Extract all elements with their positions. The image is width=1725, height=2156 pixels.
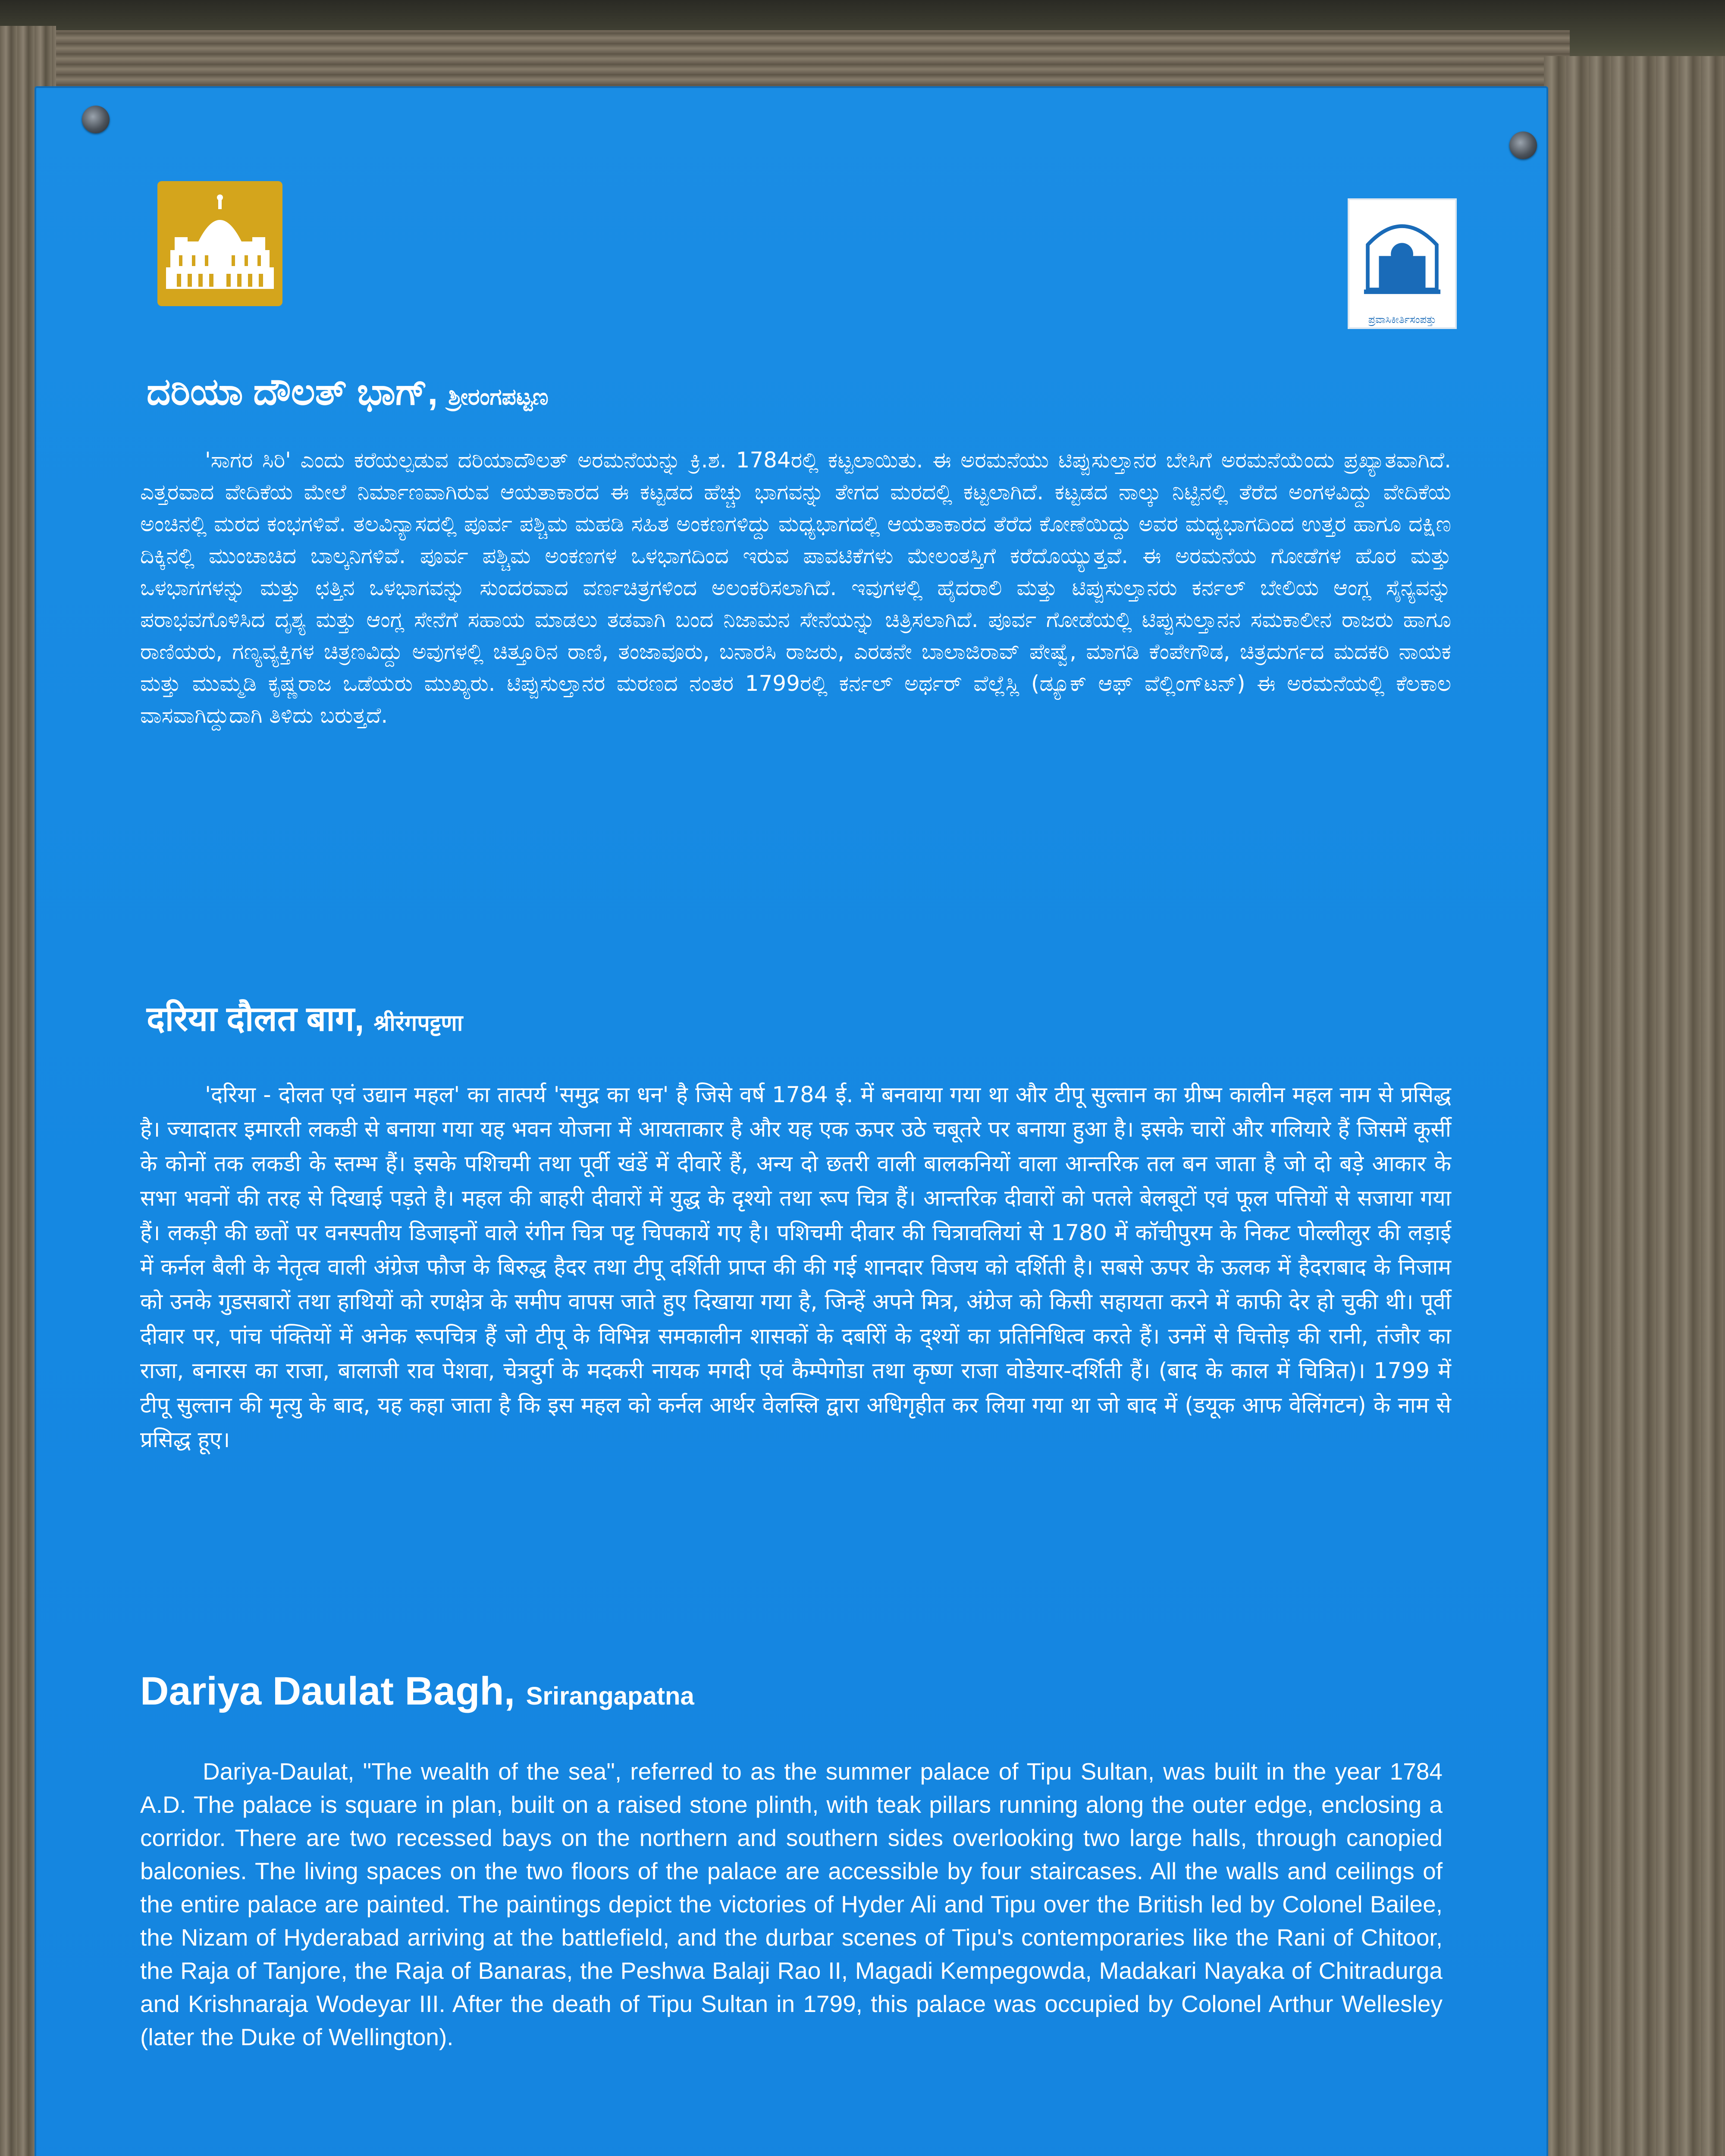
hindi-title-text: दरिया दौलत बाग,: [147, 1000, 364, 1038]
palace-logo-icon: [157, 181, 282, 306]
english-title: [140, 1669, 694, 1714]
hindi-title: [147, 994, 463, 1041]
kannada-title-text: ದರಿಯಾ ದೌಲತ್ ಭಾಗ್,: [147, 371, 438, 413]
bolt-top-left: [82, 106, 110, 133]
government-emblem-icon: [1348, 198, 1457, 329]
kannada-subtitle: ಶ್ರೀರಂಗಪಟ್ಟಣ: [448, 385, 549, 410]
wooden-frame-top: [52, 30, 1570, 95]
english-title-text: Dariya Daulat Bagh,: [140, 1669, 515, 1713]
english-subtitle: Srirangapatna: [526, 1682, 694, 1710]
hindi-paragraph: 'दरिया - दोलत एवं उद्यान महल' का तात्पर्य 'समुद्र का धन' है जिसे वर्ष 1784 ई. में बनवाया गया था और टीपू सुल्तान का ग्रीष्म कालीन महल नाम से प्रसिद्ध है। ज्यादातर इमारती लकडी से बनाया गया यह भवन योजना में आयताकार है और यह एक ऊपर उठे चबूतरे पर बनाया हुआ है। इसके चारों और गलियारे हैं जिसमें कूर्सी के कोनों तक लकडी के स्तम्भ हैं। इसके पशिचमी तथा पूर्वी खंडें में दीवारें हैं, अन्य दो छतरी वाली बालकनियों वाला आन्तरिक तल बन जाता है जो दो बड़े आकार के सभा भवनों की तरह से दिखाई पड़ते है। महल की बाहरी दीवारों में युद्ध के दृश्यो तथा रूप चित्र हैं। आन्तरिक दीवारों को पतले बेलबूटों एवं फूल पत्तियों से सजाया गया हैं। लकड़ी की छतों पर वनस्पतीय डिजाइनों वाले रंगीन चित्र पट्ट चिपकायें गए है। पशिचमी दीवार की चित्रावलियां से 1780 में कॉचीपुरम के निकट पोल्लीलुर की लड़ाई में कर्नल बैली के नेतृत्व वाली अंग्रेज फौज के बिरुद्ध हैदर तथा टीपू दर्शिती प्राप्त की की गई शानदार विजय को दर्शिती है। सबसे ऊपर के ऊलक में हैदराबाद के निजाम को उनके गुडसबारों तथा हाथियों को रणक्षेत्र के समीप वापस जाते हुए दिखाया गया है, जिन्हें अपने मित्र, अंग्रेज को किसी सहायता करने में काफी देर हो चुकी थी। पूर्वी दीवार पर, पांच पंक्तियों में अनेक रूपचित्र हैं जो टीपू के विभिन्न समकालीन शासकों के दबरिों के द्श्यों का प्रतिनिधित्व करते हैं। उनमें से चित्तोड़ की रानी, तंजौर का राजा, बनारस का राजा, बालाजी राव पेशवा, चेत्रदुर्ग के मदकरी नायक मगदी एवं कैम्पेगोडा तथा कृष्ण राजा वोडेयार-दर्शिती हैं। (बाद के काल में चित्रित)। 1799 में टीपू सुल्तान की मृत्यु के बाद, यह कहा जाता है कि इस महल को कर्नल आर्थर वेलस्लि द्वारा अधिगृहीत कर लिया गया था जो बाद में (डयूक आफ वेलिंगटन) के नाम से प्रसिद्ध हूए।: [140, 1082, 1451, 1453]
kannada-paragraph: 'ಸಾಗರ ಸಿರಿ' ಎಂದು ಕರೆಯಲ್ಪಡುವ ದರಿಯಾದೌಲತ್ ಅರಮನೆಯನ್ನು ಕ್ರಿ.ಶ. 1784ರಲ್ಲಿ ಕಟ್ಟಲಾಯಿತು. ಈ ಅರಮನೆಯು ಟಿಪ್ಪುಸುಲ್ತಾನರ ಬೇಸಿಗೆ ಅರಮನೆಯೆಂದು ಪ್ರಖ್ಯಾತವಾಗಿದೆ. ಎತ್ತರವಾದ ವೇದಿಕೆಯ ಮೇಲೆ ನಿರ್ಮಾಣವಾಗಿರುವ ಆಯತಾಕಾರದ ಈ ಕಟ್ಟಡದ ಹೆಚ್ಚು ಭಾಗವನ್ನು ತೇಗದ ಮರದಲ್ಲಿ ಕಟ್ಟಲಾಗಿದೆ. ಕಟ್ಟಡದ ನಾಲ್ಕು ನಿಟ್ಟಿನಲ್ಲಿ ತೆರೆದ ಅಂಗಳವಿದ್ದು ವೇದಿಕೆಯ ಅಂಚಿನಲ್ಲಿ ಮರದ ಕಂಭಗಳಿವೆ. ತಲವಿನ್ಯಾಸದಲ್ಲಿ ಪೂರ್ವ ಪಶ್ಚಿಮ ಮಹಡಿ ಸಹಿತ ಅಂಕಣಗಳಿದ್ದು ಮಧ್ಯಭಾಗದಲ್ಲಿ ಆಯತಾಕಾರದ ತೆರೆದ ಕೋಣೆಯಿದ್ದು ಅವರ ಮಧ್ಯಭಾಗದಿಂದ ಉತ್ತರ ಹಾಗೂ ದಕ್ಷಿಣ ದಿಕ್ಕಿನಲ್ಲಿ ಮುಂಚಾಚಿದ ಬಾಲ್ಕನಿಗಳಿವೆ. ಪೂರ್ವ ಪಶ್ಚಿಮ ಅಂಕಣಗಳ ಒಳಭಾಗದಿಂದ ಇರುವ ಪಾವಟಿಕೆಗಳು ಮೇಲಂತಸ್ತಿಗೆ ಕರೆದೊಯ್ಯುತ್ತವೆ. ಈ ಅರಮನೆಯ ಗೋಡೆಗಳ ಹೊರ ಮತ್ತು ಒಳಭಾಗಗಳನ್ನು ಮತ್ತು ಛತ್ತಿನ ಒಳಭಾಗವನ್ನು ಸುಂದರವಾದ ವರ್ಣಚಿತ್ರಗಳಿಂದ ಅಲಂಕರಿಸಲಾಗಿದೆ. ಇವುಗಳಲ್ಲಿ ಹೈದರಾಲಿ ಮತ್ತು ಟಿಪ್ಪುಸುಲ್ತಾನರು ಕರ್ನಲ್ ಬೇಲಿಯ ಆಂಗ್ಲ ಸೈನ್ಯವನ್ನು ಪರಾಭವಗೊಳಿಸಿದ ದೃಶ್ಯ ಮತ್ತು ಆಂಗ್ಲ ಸೇನೆಗೆ ಸಹಾಯ ಮಾಡಲು ತಡವಾಗಿ ಬಂದ ನಿಜಾಮನ ಸೇನೆಯನ್ನು ಚಿತ್ರಿಸಲಾಗಿದೆ. ಪೂರ್ವ ಗೋಡೆಯಲ್ಲಿ ಟಿಪ್ಪುಸುಲ್ತಾನನ ಸಮಕಾಲೀನ ರಾಜರು ಹಾಗೂ ರಾಣಿಯರು, ಗಣ್ಯವ್ಯಕ್ತಿಗಳ ಚಿತ್ರಣವಿದ್ದು ಅವುಗಳಲ್ಲಿ ಚಿತ್ತೂರಿನ ರಾಣಿ, ತಂಜಾವೂರು, ಬನಾರಸಿ ರಾಜರು, ಎರಡನೇ ಬಾಲಾಜಿರಾವ್ ಪೇಷ್ವೆ, ಮಾಗಡಿ ಕೆಂಪೇಗೌಡ, ಚಿತ್ರದುರ್ಗದ ಮದಕರಿ ನಾಯಕ ಮತ್ತು ಮುಮ್ಮಡಿ ಕೃಷ್ಣರಾಜ ಒಡೆಯರು ಮುಖ್ಯರು. ಟಿಪ್ಪುಸುಲ್ತಾನರ ಮರಣದ ನಂತರ 1799ರಲ್ಲಿ ಕರ್ನಲ್ ಅರ್ಥರ್ ವೆಲ್ಲೆಸ್ಲಿ (ಡ್ಯೂಕ್ ಆಫ್ ವೆಲ್ಲಿಂಗ್‌ಟನ್) ಈ ಅರಮನೆಯಲ್ಲಿ ಕೆಲಕಾಲ ವಾಸವಾಗಿದ್ದುದಾಗಿ ತಿಳಿದು ಬರುತ್ತದೆ.: [140, 448, 1451, 728]
hindi-subtitle: श्रीरंगपट्टणा: [373, 1011, 463, 1036]
wooden-frame-right: [1544, 56, 1725, 2156]
emblem-caption: ಪ್ರವಾಸಿಕೀರ್ತಿಸಂಪತ್ತು: [1368, 313, 1436, 326]
kannada-title: [147, 371, 549, 414]
bolt-top-right: [1509, 132, 1537, 159]
english-paragraph: Dariya-Daulat, "The wealth of the sea", referred to as the summer palace of Tipu Sultan, was built in the year 1784 A.D. The palace is square in plan, built on a raised stone plinth, with teak pillars running along the outer edge, enclosing a corridor. There are two recessed bays on the northern and southern sides overlooking two large halls, through canopied balconies. The living spaces on the two floors of the palace are accessible by four staircases. All the walls and ceilings of the entire palace are painted. The paintings depict the victories of Hyder Ali and Tipu over the British led by Colonel Bailee, the Nizam of Hyderabad arriving at the battlefield, and the durbar scenes of Tipu's contemporaries like the Rani of Chitoor, the Raja of Tanjore, the Raja of Banaras, the Peshwa Balaji Rao II, Magadi Kempegowda, Madakari Nayaka of Chitradurga and Krishnaraja Wodeyar III. After the death of Tipu Sultan in 1799, this palace was occupied by Colonel Arthur Wellesley (later the Duke of Wellington).: [140, 1758, 1443, 2050]
